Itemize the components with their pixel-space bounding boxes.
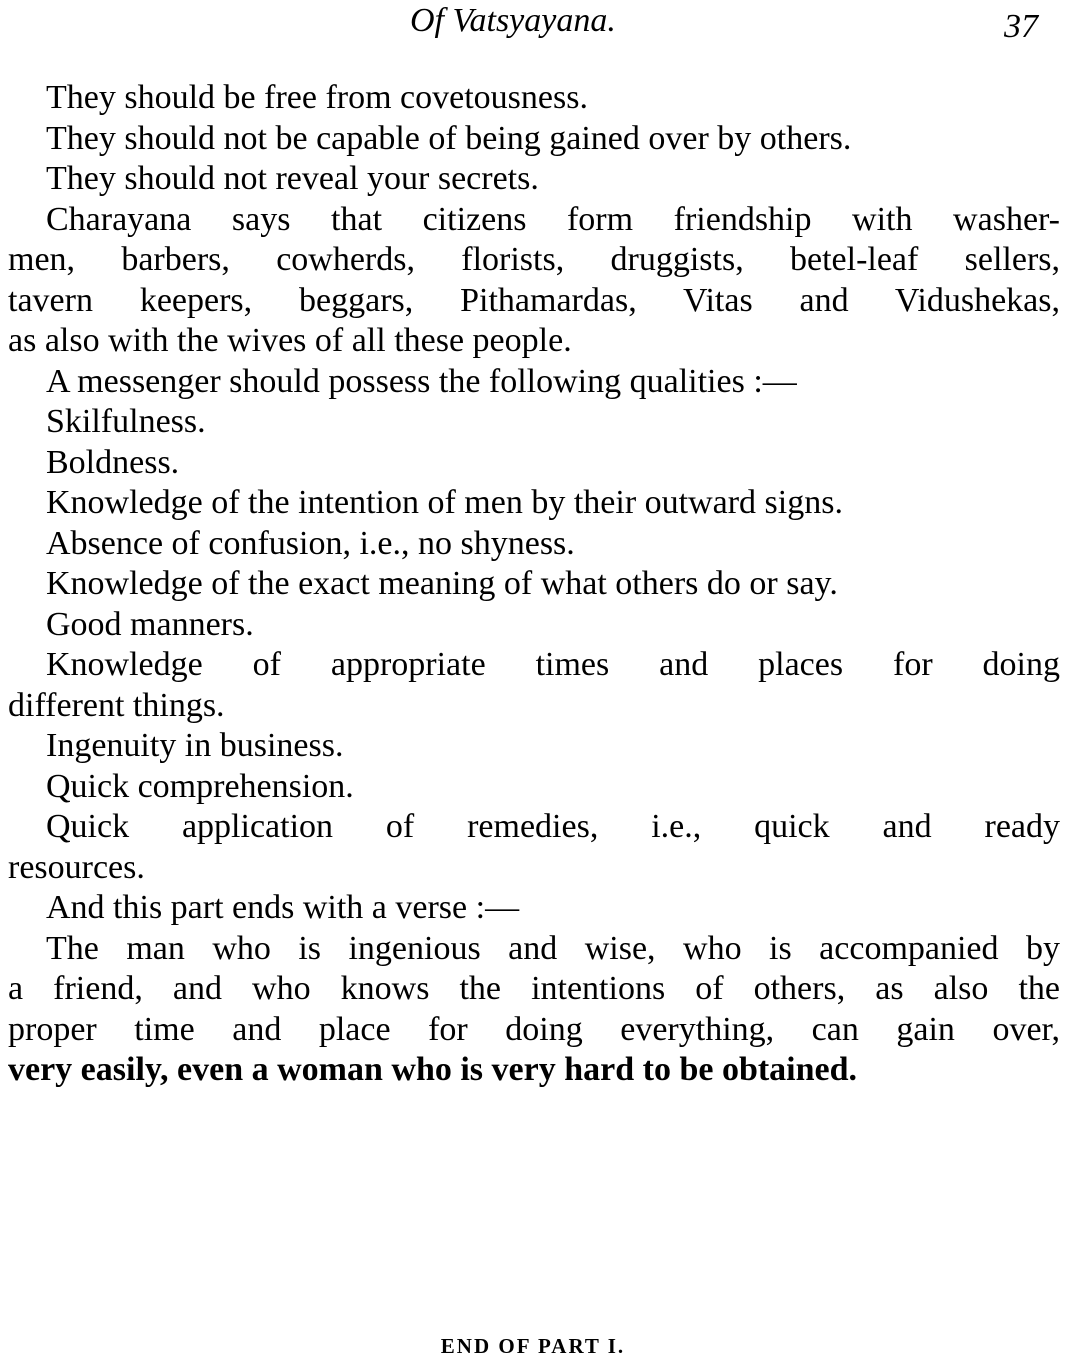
list-item: Knowledge of the exact meaning of what others do or say. — [46, 565, 838, 602]
end-of-part-mark: END OF PART I. — [440, 1334, 626, 1358]
body-text — [8, 78, 1060, 1091]
text-line: Charayana says that citizens form friendship with washer- — [46, 200, 1060, 238]
text-line: A messenger should possess the following qualities :— — [46, 362, 797, 400]
list-item: Quick comprehension. — [46, 767, 354, 805]
text-line: They should be free from covetousness. — [46, 79, 588, 116]
text-line: And this part ends with a verse :— — [46, 889, 520, 926]
text-line: tavern keepers, beggars, Pithamardas, Vitas and Vidushekas, — [8, 281, 1060, 319]
text-line: as also with the wives of all these people. — [8, 322, 572, 359]
text-line: They should not be capable of being gained over by others. — [46, 119, 852, 157]
list-item: Ingenuity in business. — [46, 727, 344, 764]
verse-line: a friend, and who knows the intentions of others, as also the — [8, 970, 1060, 1007]
list-item: Good manners. — [46, 605, 254, 643]
list-item: Boldness. — [46, 443, 180, 481]
running-head-title: Of Vatsyayana. — [410, 2, 616, 39]
verse-line: very easily, even a woman who is very hard to be obtained. — [8, 1051, 858, 1088]
list-item-continuation: different things. — [8, 686, 225, 724]
text-line: They should not reveal your secrets. — [46, 160, 539, 197]
running-head — [0, 2, 1066, 46]
list-item: Knowledge of the intention of men by their outward signs. — [46, 484, 843, 521]
verse-line: proper time and place for doing everything, can gain over, — [8, 1010, 1060, 1048]
list-item-continuation: resources. — [8, 848, 145, 886]
page-number: 37 — [1004, 8, 1038, 45]
verse-line: The man who is ingenious and wise, who is accompanied by — [46, 929, 1060, 967]
text-line: men, barbers, cowherds, florists, druggists, betel-leaf sellers, — [8, 241, 1060, 278]
list-item: Knowledge of appropriate times and places for doing — [46, 646, 1060, 683]
list-item: Absence of confusion, i.e., no shyness. — [46, 524, 575, 562]
list-item: Quick application of remedies, i.e., quick and ready — [46, 808, 1060, 845]
list-item: Skilfulness. — [46, 403, 206, 440]
